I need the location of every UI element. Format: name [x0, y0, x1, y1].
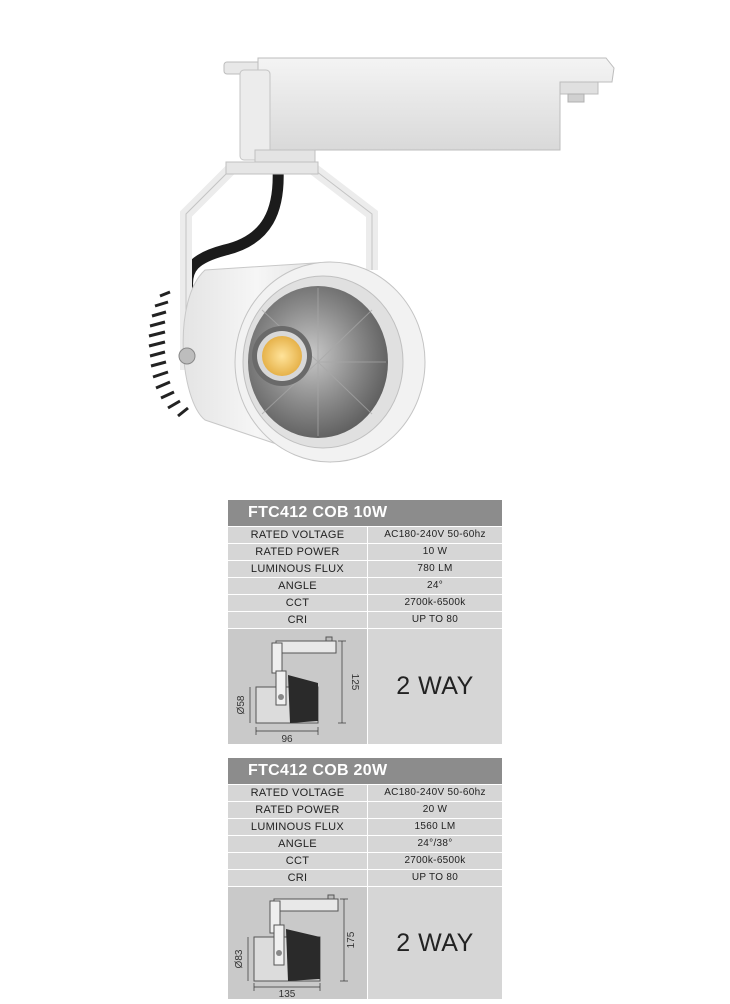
spec-row	[228, 578, 502, 594]
spec-value: UP TO 80	[368, 870, 502, 886]
spec-row	[228, 595, 502, 611]
spec-label: LUMINOUS FLUX	[228, 819, 367, 835]
spec-label: RATED POWER	[228, 544, 367, 560]
spec-row	[228, 544, 502, 560]
dimension-height: 125	[349, 673, 360, 691]
spec-value: UP TO 80	[368, 612, 502, 628]
spec-drawing-row	[228, 887, 502, 999]
spec-label: LUMINOUS FLUX	[228, 561, 367, 577]
product-photo	[0, 0, 730, 490]
dimension-length: 96	[281, 734, 293, 744]
spec-value: 24°	[368, 578, 502, 594]
spec-label: CCT	[228, 595, 367, 611]
spec-table-10w	[228, 500, 502, 744]
spec-label: RATED VOLTAGE	[228, 785, 367, 801]
dimension-drawing	[228, 887, 367, 999]
spec-label: RATED POWER	[228, 802, 367, 818]
spec-value: 24°/38°	[368, 836, 502, 852]
spec-value: 2700k-6500k	[368, 853, 502, 869]
dimension-drawing	[228, 629, 367, 744]
way-label: 2 WAY	[368, 629, 502, 744]
dimension-length: 135	[278, 989, 296, 999]
way-label: 2 WAY	[368, 887, 502, 999]
spec-row	[228, 836, 502, 852]
dimension-diameter: Ø83	[234, 949, 245, 969]
spec-table-title: FTC412 COB 20W	[228, 758, 502, 784]
spec-row	[228, 819, 502, 835]
spec-table-20w	[228, 758, 502, 999]
track-light-illustration	[0, 0, 730, 490]
spec-row	[228, 527, 502, 543]
spec-label: CRI	[228, 612, 367, 628]
spec-drawing-row	[228, 629, 502, 744]
spec-label: ANGLE	[228, 836, 367, 852]
spec-table-title: FTC412 COB 10W	[228, 500, 502, 526]
spec-value: 2700k-6500k	[368, 595, 502, 611]
spec-label: CCT	[228, 853, 367, 869]
spec-label: CRI	[228, 870, 367, 886]
dimension-diameter: Ø58	[236, 695, 247, 715]
spec-value: 1560 LM	[368, 819, 502, 835]
spec-row	[228, 561, 502, 577]
spec-label: RATED VOLTAGE	[228, 527, 367, 543]
spec-value: 10 W	[368, 544, 502, 560]
spec-row	[228, 853, 502, 869]
spec-row	[228, 612, 502, 628]
spec-value: 20 W	[368, 802, 502, 818]
spec-value: AC180-240V 50-60hz	[368, 785, 502, 801]
spec-row	[228, 785, 502, 801]
spec-value: 780 LM	[368, 561, 502, 577]
spec-row	[228, 870, 502, 886]
spec-row	[228, 802, 502, 818]
dimension-height: 175	[346, 931, 357, 949]
spec-label: ANGLE	[228, 578, 367, 594]
spec-value: AC180-240V 50-60hz	[368, 527, 502, 543]
